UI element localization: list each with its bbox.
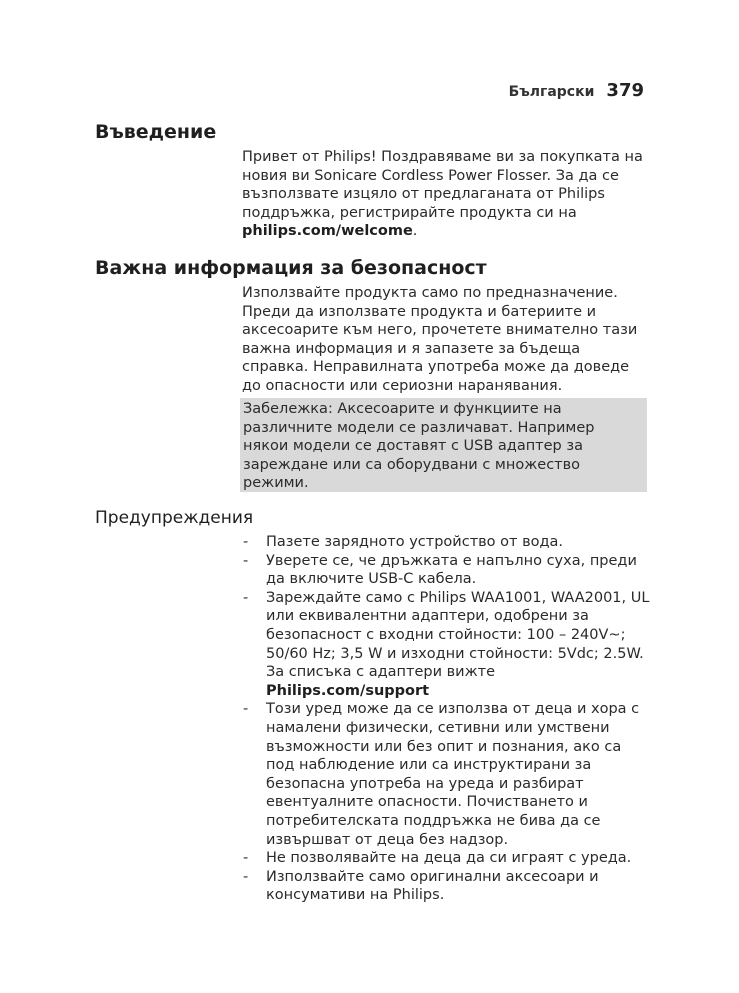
- list-item: - Този уред може да се използва от деца и хора с намалени физически, сетивни или умствени възможности или без опит и познания, ако са под наблюдение или са инструктирани за безопасна употреба на уреда и разбират евентуалните опасности. Почистването и потребителската поддръжка не бива да се извършват от деца без надзор.: [243, 701, 640, 848]
- intro-period: .: [412, 223, 418, 240]
- dash-bullet: -: [243, 589, 249, 606]
- dash-bullet: -: [243, 850, 249, 867]
- note-text: Забележка: Аксесоарите и функциите на различните модели се различават. Например някои модели се доставят с USB адаптер за зареждане или са оборудвани с множество режими.: [243, 401, 595, 492]
- intro-heading: Въведение: [95, 121, 217, 143]
- list-item: - Не позволявайте на деца да си играят с уреда.: [243, 850, 632, 867]
- intro-text: Привет от Philips! Поздравяваме ви за покупката на новия ви Sonicare Cordless Power Flosser. За да се възползвате изцяло от предлаганата от Philips поддръжка, регистрирайте продукта си на: [242, 149, 643, 221]
- welcome-link[interactable]: philips.com/welcome: [242, 223, 413, 240]
- support-link[interactable]: Philips.com/support: [266, 682, 430, 699]
- list-item: - Зареждайте само с Philips WAA1001, WAA2001, UL или еквивалентни адаптери, одобрени за безопасност с входни стойности: 100 – 240V~; 50/60 Hz; 3,5 W и изходни стойности: 5Vdc; 2.5W. За списъка с адаптери вижте Philips.com/support: [242, 589, 652, 701]
- page-header: [509, 80, 644, 101]
- safety-paragraph: [242, 284, 647, 396]
- list-item: - Уверете се, че дръжката е напълно суха, преди да включите USB-C кабела.: [243, 552, 637, 588]
- language-label: Български: [508, 84, 595, 100]
- dash-bullet: -: [243, 701, 249, 718]
- page-number: 379: [606, 80, 644, 101]
- note-box: [240, 398, 647, 492]
- list-item: - Пазете зарядното устройство от вода.: [243, 534, 564, 550]
- list-item: - Използвайте само оригинални аксесоари и консумативи на Philips.: [243, 868, 599, 904]
- warnings-heading: Предупреждения: [95, 508, 254, 528]
- intro-paragraph: [242, 148, 647, 241]
- warnings-list: [242, 533, 652, 905]
- dash-bullet: -: [243, 534, 249, 550]
- dash-bullet: -: [243, 868, 249, 885]
- safety-text: Използвайте продукта само по предназначение. Преди да използвате продукта и батериите и аксесоарите към него, прочетете внимателно тази важна информация и я запазете за бъдеща справка. Неправилната употреба може да доведе до опасности или сериозни наранявания.: [242, 285, 638, 394]
- safety-heading: Важна информация за безопасност: [95, 257, 487, 279]
- dash-bullet: -: [243, 552, 249, 569]
